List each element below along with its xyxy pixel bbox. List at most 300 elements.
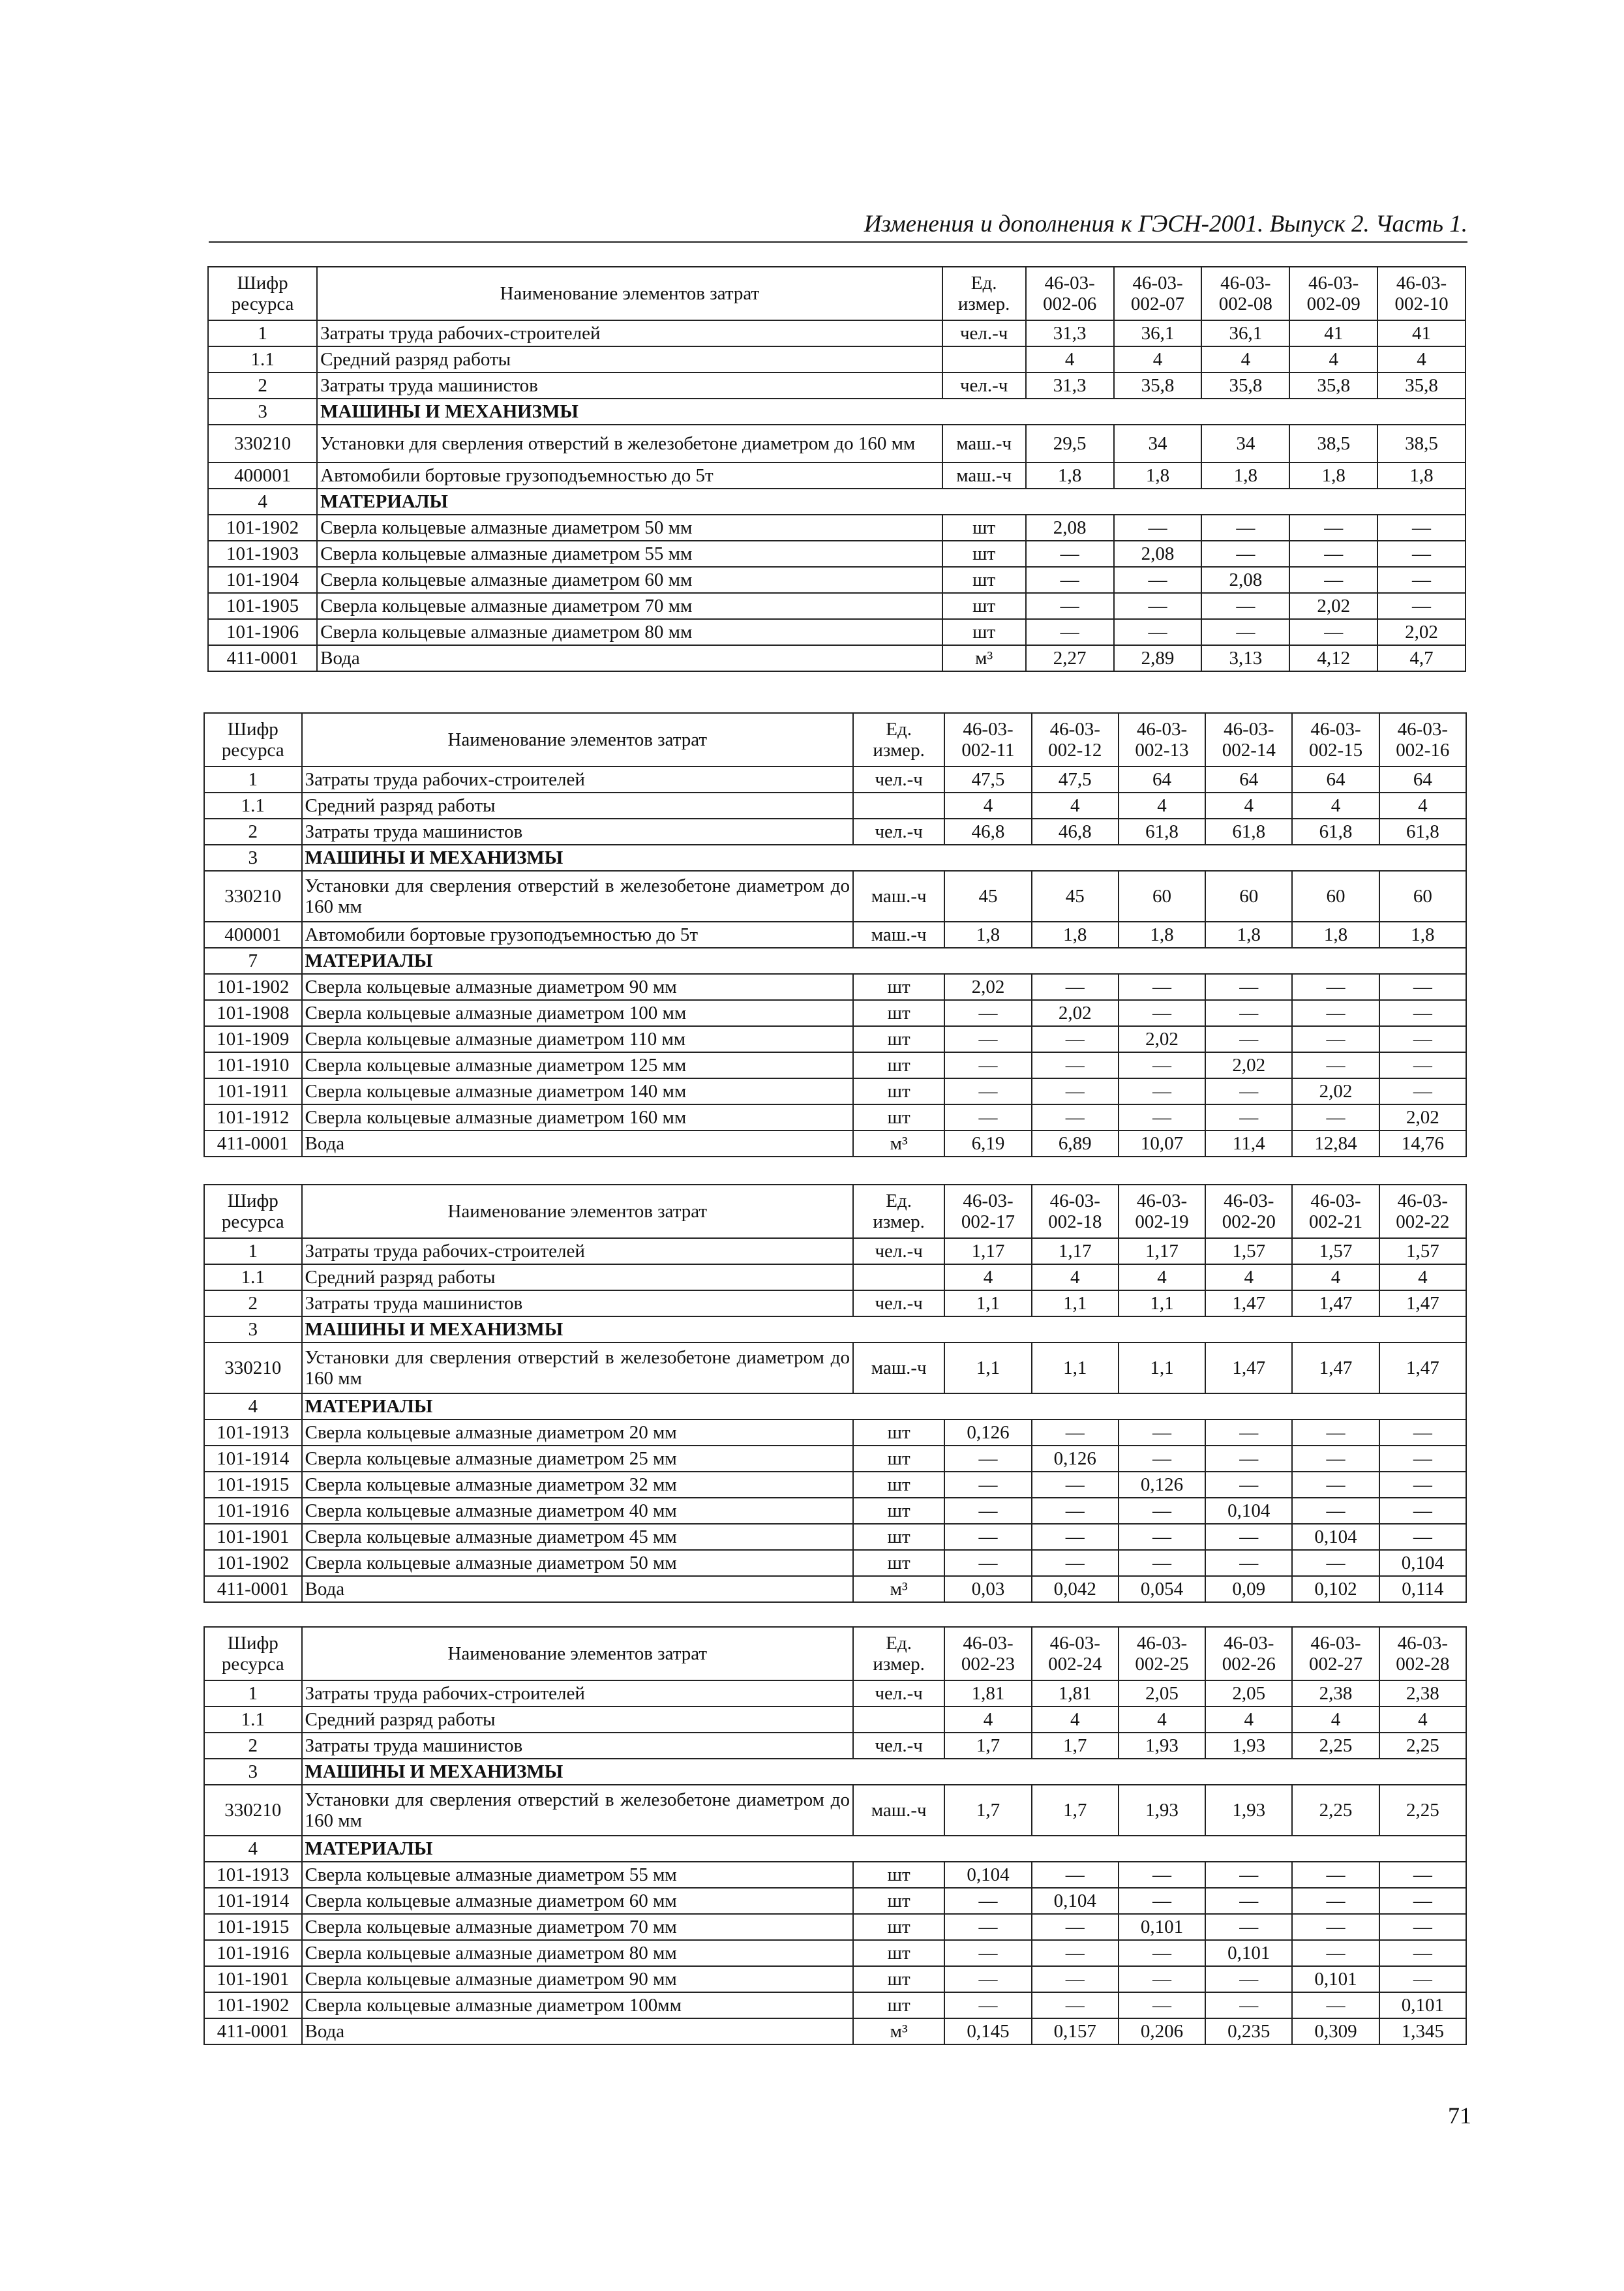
section-title-cell: МАШИНЫ И МЕХАНИЗМЫ <box>302 1759 1466 1785</box>
value-cell: — <box>1292 1026 1379 1052</box>
value-cell: 64 <box>1205 766 1292 793</box>
value-cell: — <box>1292 1888 1379 1914</box>
value-cell: 64 <box>1119 766 1205 793</box>
value-cell: 14,76 <box>1379 1130 1466 1157</box>
value-cell: — <box>944 1026 1031 1052</box>
value-cell: 1,93 <box>1205 1733 1292 1759</box>
cost-element-name-cell: Сверла кольцевые алмазные диаметром 90 мм <box>302 1966 853 1992</box>
cost-element-name-cell: Сверла кольцевые алмазные диаметром 50 мм <box>317 515 942 541</box>
header-norm-line: 46-03- <box>963 718 1014 740</box>
value-cell: — <box>1119 1104 1205 1130</box>
header-unit-cell <box>853 1627 944 1680</box>
unit-cell: шт <box>942 541 1026 567</box>
value-cell: 34 <box>1114 425 1202 463</box>
value-cell: 2,38 <box>1292 1680 1379 1707</box>
table-row <box>204 1078 1466 1104</box>
header-norm-line: 46-03- <box>1132 272 1183 294</box>
value-cell: — <box>1292 1862 1379 1888</box>
cost-element-name-cell: Установки для сверления отверстий в железобетоне диаметром до 160 мм <box>302 1343 853 1393</box>
value-cell: 1,81 <box>944 1680 1031 1707</box>
value-cell: 60 <box>1379 871 1466 922</box>
resource-code-cell: 101-1902 <box>204 974 302 1000</box>
value-cell: 41 <box>1377 320 1466 346</box>
value-cell: 1,7 <box>1032 1785 1119 1836</box>
table-row <box>204 1290 1466 1316</box>
value-cell: 1,8 <box>1201 463 1289 489</box>
value-cell: 1,8 <box>1292 922 1379 948</box>
value-cell: — <box>1205 1992 1292 2018</box>
value-cell: — <box>1377 541 1466 567</box>
value-cell: 60 <box>1205 871 1292 922</box>
value-cell: — <box>1032 1524 1119 1550</box>
resource-code-cell: 411-0001 <box>208 645 317 671</box>
cost-element-name-cell: Сверла кольцевые алмазные диаметром 55 мм <box>302 1862 853 1888</box>
value-cell: 2,27 <box>1026 645 1114 671</box>
table-row <box>208 515 1466 541</box>
value-cell: — <box>1379 1052 1466 1078</box>
value-cell: — <box>944 1914 1031 1940</box>
value-cell: — <box>1032 974 1119 1000</box>
value-cell: 1,8 <box>1289 463 1377 489</box>
unit-cell <box>853 1264 944 1290</box>
value-cell: 1,57 <box>1379 1238 1466 1264</box>
resource-code-cell: 330210 <box>208 425 317 463</box>
table-row <box>204 1576 1466 1602</box>
value-cell: 2,05 <box>1205 1680 1292 1707</box>
table-row <box>208 463 1466 489</box>
value-cell: 0,104 <box>944 1862 1031 1888</box>
value-cell: — <box>1379 1524 1466 1550</box>
value-cell: 1,8 <box>1205 922 1292 948</box>
value-cell: — <box>944 1078 1031 1104</box>
table-row <box>204 1550 1466 1576</box>
value-cell: — <box>1379 1026 1466 1052</box>
value-cell: 4 <box>1379 1264 1466 1290</box>
value-cell: — <box>1205 1104 1292 1130</box>
value-cell: — <box>1119 1966 1205 1992</box>
section-row <box>204 1836 1466 1862</box>
value-cell: — <box>1205 1888 1292 1914</box>
value-cell: 4 <box>1114 346 1202 372</box>
value-cell: 35,8 <box>1289 372 1377 399</box>
header-norm-line: 002-08 <box>1218 294 1272 314</box>
value-cell: — <box>1379 1940 1466 1966</box>
resource-code-cell: 101-1915 <box>204 1472 302 1498</box>
header-code-line: Шифр <box>227 1190 278 1211</box>
header-code-cell <box>204 1185 302 1238</box>
value-cell: 0,126 <box>1119 1472 1205 1498</box>
value-cell: — <box>1032 1419 1119 1446</box>
resource-code-cell: 2 <box>204 1733 302 1759</box>
cost-element-name-cell: Вода <box>302 1130 853 1157</box>
table-row <box>204 974 1466 1000</box>
resource-code-cell: 1 <box>204 1238 302 1264</box>
unit-cell <box>942 346 1026 372</box>
value-cell: 47,5 <box>944 766 1031 793</box>
unit-cell: шт <box>853 1498 944 1524</box>
value-cell: — <box>1119 1862 1205 1888</box>
value-cell: 4 <box>944 1264 1031 1290</box>
header-norm-line: 002-13 <box>1135 740 1189 761</box>
value-cell: — <box>1205 1524 1292 1550</box>
cost-element-name-cell: Затраты труда рабочих-строителей <box>317 320 942 346</box>
table-row <box>204 1498 1466 1524</box>
header-norm-line: 002-17 <box>961 1211 1015 1232</box>
value-cell: — <box>944 1000 1031 1026</box>
header-code-cell <box>204 1627 302 1680</box>
value-cell: 1,17 <box>1032 1238 1119 1264</box>
header-norm-line: 46-03- <box>1224 1632 1274 1654</box>
resource-code-cell: 101-1909 <box>204 1026 302 1052</box>
value-cell: 0,104 <box>1379 1550 1466 1576</box>
cost-element-name-cell: Затраты труда рабочих-строителей <box>302 766 853 793</box>
value-cell: 4 <box>1201 346 1289 372</box>
value-cell: 1,1 <box>1119 1343 1205 1393</box>
cost-element-name-cell: Сверла кольцевые алмазные диаметром 100 мм <box>302 1000 853 1026</box>
value-cell: — <box>1289 619 1377 645</box>
table-row <box>204 1862 1466 1888</box>
table-row <box>208 567 1466 593</box>
section-row <box>204 948 1466 974</box>
value-cell: — <box>1032 1966 1119 1992</box>
resource-code-cell: 101-1914 <box>204 1888 302 1914</box>
resource-code-cell: 1 <box>208 320 317 346</box>
table-row <box>208 320 1466 346</box>
value-cell: — <box>1032 1104 1119 1130</box>
cost-element-name-cell: Средний разряд работы <box>302 793 853 819</box>
value-cell: 0,126 <box>1032 1446 1119 1472</box>
resource-code-cell: 1.1 <box>208 346 317 372</box>
value-cell: — <box>1201 619 1289 645</box>
value-cell: — <box>1292 1052 1379 1078</box>
value-cell: — <box>944 1550 1031 1576</box>
header-norm-line: 46-03- <box>1044 272 1095 294</box>
header-norm-line: 002-10 <box>1394 294 1449 314</box>
value-cell: — <box>1379 1000 1466 1026</box>
header-name-cell: Наименование элементов затрат <box>317 267 942 320</box>
header-norm-line: 002-14 <box>1222 740 1276 761</box>
value-cell: 1,47 <box>1292 1343 1379 1393</box>
table-row <box>204 1052 1466 1078</box>
value-cell: 12,84 <box>1292 1130 1379 1157</box>
value-cell: 35,8 <box>1201 372 1289 399</box>
value-cell: 0,104 <box>1032 1888 1119 1914</box>
header-unit-line: Ед. <box>886 718 912 740</box>
value-cell: 1,47 <box>1379 1290 1466 1316</box>
unit-cell: шт <box>853 1888 944 1914</box>
table-row <box>204 1888 1466 1914</box>
section-title-cell: МАТЕРИАЛЫ <box>302 1836 1466 1862</box>
value-cell: 1,1 <box>944 1290 1031 1316</box>
header-norm-code-cell <box>1205 1627 1292 1680</box>
value-cell: 41 <box>1289 320 1377 346</box>
value-cell: 47,5 <box>1032 766 1119 793</box>
unit-cell: маш.-ч <box>853 922 944 948</box>
value-cell: — <box>1032 1498 1119 1524</box>
value-cell: 0,104 <box>1205 1498 1292 1524</box>
value-cell: 0,101 <box>1205 1940 1292 1966</box>
unit-cell: шт <box>853 1472 944 1498</box>
resource-code-cell: 330210 <box>204 1343 302 1393</box>
table-row <box>208 619 1466 645</box>
header-norm-line: 002-25 <box>1135 1654 1189 1675</box>
header-norm-line: 46-03- <box>1136 1632 1188 1654</box>
header-code-line: ресурса <box>221 1211 284 1232</box>
cost-element-name-cell: Сверла кольцевые алмазные диаметром 20 мм <box>302 1419 853 1446</box>
cost-element-name-cell: Сверла кольцевые алмазные диаметром 32 мм <box>302 1472 853 1498</box>
header-norm-code-cell <box>1201 267 1289 320</box>
value-cell: — <box>1114 567 1202 593</box>
resource-code-cell: 411-0001 <box>204 1576 302 1602</box>
value-cell: 2,25 <box>1292 1785 1379 1836</box>
header-code-line: ресурса <box>221 1654 284 1675</box>
unit-cell: шт <box>942 515 1026 541</box>
cost-element-name-cell: Сверла кольцевые алмазные диаметром 40 мм <box>302 1498 853 1524</box>
header-name-cell: Наименование элементов затрат <box>302 713 853 766</box>
header-unit-line: Ед. <box>970 272 997 294</box>
header-norm-line: 46-03- <box>1397 1632 1448 1654</box>
table-row <box>208 593 1466 619</box>
header-unit-cell <box>942 267 1026 320</box>
value-cell: 1,47 <box>1205 1290 1292 1316</box>
unit-cell: шт <box>853 1992 944 2018</box>
table-row <box>204 1104 1466 1130</box>
table-row <box>204 1966 1466 1992</box>
value-cell: — <box>1379 1966 1466 1992</box>
resource-code-cell: 4 <box>208 489 317 515</box>
value-cell: — <box>1292 1104 1379 1130</box>
unit-cell: шт <box>853 1966 944 1992</box>
cost-element-name-cell: Затраты труда машинистов <box>302 1733 853 1759</box>
header-norm-line: 002-27 <box>1308 1654 1363 1675</box>
value-cell: — <box>1119 1498 1205 1524</box>
value-cell: 4 <box>944 1707 1031 1733</box>
value-cell: — <box>1119 1992 1205 2018</box>
table-row <box>204 819 1466 845</box>
value-cell: — <box>1119 1524 1205 1550</box>
resource-code-cell: 101-1901 <box>204 1966 302 1992</box>
value-cell: — <box>1292 1550 1379 1576</box>
header-norm-code-cell <box>944 1627 1031 1680</box>
value-cell: — <box>1292 1446 1379 1472</box>
resource-code-cell: 101-1906 <box>208 619 317 645</box>
value-cell: — <box>1379 1862 1466 1888</box>
value-cell: 3,13 <box>1201 645 1289 671</box>
header-norm-line: 46-03- <box>963 1190 1014 1211</box>
resource-code-cell: 3 <box>204 845 302 871</box>
header-norm-line: 002-11 <box>961 740 1015 761</box>
header-norm-line: 46-03- <box>1049 1632 1100 1654</box>
cost-element-name-cell: Средний разряд работы <box>302 1264 853 1290</box>
value-cell: 4 <box>944 793 1031 819</box>
value-cell: — <box>1205 1419 1292 1446</box>
value-cell: 61,8 <box>1119 819 1205 845</box>
value-cell: — <box>1119 974 1205 1000</box>
section-title-cell: МАТЕРИАЛЫ <box>302 948 1466 974</box>
value-cell: — <box>1119 1419 1205 1446</box>
table-row <box>204 1707 1466 1733</box>
header-norm-code-cell <box>944 1185 1031 1238</box>
header-norm-line: 002-12 <box>1048 740 1102 761</box>
value-cell: — <box>944 1992 1031 2018</box>
value-cell: 2,02 <box>1292 1078 1379 1104</box>
value-cell: — <box>1032 1052 1119 1078</box>
value-cell: 2,08 <box>1026 515 1114 541</box>
value-cell: 6,19 <box>944 1130 1031 1157</box>
value-cell: — <box>1379 1498 1466 1524</box>
header-code-line: Шифр <box>237 272 288 294</box>
value-cell: — <box>1119 1000 1205 1026</box>
resource-code-cell: 101-1908 <box>204 1000 302 1026</box>
unit-cell: чел.-ч <box>942 372 1026 399</box>
value-cell: 61,8 <box>1292 819 1379 845</box>
resource-code-cell: 3 <box>208 399 317 425</box>
resource-code-cell: 101-1911 <box>204 1078 302 1104</box>
cost-element-name-cell: Сверла кольцевые алмазные диаметром 60 мм <box>302 1888 853 1914</box>
header-norm-code-cell <box>1379 713 1466 766</box>
cost-element-name-cell: Сверла кольцевые алмазные диаметром 45 мм <box>302 1524 853 1550</box>
unit-cell: м³ <box>853 1576 944 1602</box>
cost-element-name-cell: Затраты труда машинистов <box>302 819 853 845</box>
value-cell: — <box>1026 593 1114 619</box>
header-norm-line: 002-23 <box>961 1654 1015 1675</box>
cost-element-name-cell: Вода <box>317 645 942 671</box>
table-row <box>208 645 1466 671</box>
unit-cell: чел.-ч <box>853 1733 944 1759</box>
cost-element-name-cell: Сверла кольцевые алмазные диаметром 60 мм <box>317 567 942 593</box>
unit-cell: шт <box>942 619 1026 645</box>
value-cell: — <box>1205 1550 1292 1576</box>
value-cell: 4 <box>1032 1264 1119 1290</box>
section-row <box>204 1759 1466 1785</box>
unit-cell: чел.-ч <box>853 766 944 793</box>
section-title-cell: МАШИНЫ И МЕХАНИЗМЫ <box>302 845 1466 871</box>
resource-code-cell: 3 <box>204 1316 302 1343</box>
value-cell: 31,3 <box>1026 372 1114 399</box>
value-cell: 1,93 <box>1205 1785 1292 1836</box>
value-cell: 0,101 <box>1119 1914 1205 1940</box>
table-row <box>204 1733 1466 1759</box>
value-cell: 45 <box>944 871 1031 922</box>
value-cell: 1,57 <box>1205 1238 1292 1264</box>
section-title-cell: МАТЕРИАЛЫ <box>317 489 1466 515</box>
value-cell: — <box>1205 1966 1292 1992</box>
table-row <box>204 1914 1466 1940</box>
value-cell: 2,25 <box>1379 1733 1466 1759</box>
unit-cell: шт <box>942 567 1026 593</box>
value-cell: 4 <box>1292 1707 1379 1733</box>
value-cell: — <box>1377 567 1466 593</box>
cost-element-name-cell: Сверла кольцевые алмазные диаметром 90 мм <box>302 974 853 1000</box>
value-cell: 0,09 <box>1205 1576 1292 1602</box>
value-cell: 0,042 <box>1032 1576 1119 1602</box>
unit-cell: чел.-ч <box>853 1238 944 1264</box>
value-cell: 2,89 <box>1114 645 1202 671</box>
table-row <box>204 793 1466 819</box>
value-cell: 4 <box>1032 793 1119 819</box>
cost-element-name-cell: Затраты труда машинистов <box>317 372 942 399</box>
value-cell: — <box>1032 1078 1119 1104</box>
value-cell: 1,17 <box>1119 1238 1205 1264</box>
header-code-line: ресурса <box>231 294 294 314</box>
table-header-row <box>204 1185 1466 1238</box>
value-cell: 11,4 <box>1205 1130 1292 1157</box>
header-norm-code-cell <box>1292 1185 1379 1238</box>
header-norm-code-cell <box>1289 267 1377 320</box>
value-cell: — <box>1377 593 1466 619</box>
resource-code-cell: 101-1902 <box>204 1550 302 1576</box>
value-cell: — <box>1032 1026 1119 1052</box>
value-cell: 0,126 <box>944 1419 1031 1446</box>
header-norm-line: 46-03- <box>1397 718 1448 740</box>
unit-cell: шт <box>853 1078 944 1104</box>
table-row <box>204 871 1466 922</box>
header-code-line: Шифр <box>227 718 278 740</box>
header-norm-line: 46-03- <box>1136 718 1188 740</box>
header-norm-line: 002-07 <box>1130 294 1185 314</box>
value-cell: 4 <box>1119 1264 1205 1290</box>
resource-code-cell: 4 <box>204 1393 302 1419</box>
header-norm-line: 002-21 <box>1308 1211 1363 1232</box>
header-norm-code-cell <box>1292 713 1379 766</box>
resource-code-cell: 101-1902 <box>208 515 317 541</box>
unit-cell <box>853 1707 944 1733</box>
resource-code-cell: 101-1913 <box>204 1862 302 1888</box>
value-cell: 0,145 <box>944 2018 1031 2044</box>
value-cell: 1,17 <box>944 1238 1031 1264</box>
value-cell: 4,12 <box>1289 645 1377 671</box>
resource-code-cell: 101-1914 <box>204 1446 302 1472</box>
resource-code-cell: 101-1910 <box>204 1052 302 1078</box>
resource-code-cell: 1.1 <box>204 1707 302 1733</box>
value-cell: 0,101 <box>1379 1992 1466 2018</box>
value-cell: — <box>1292 1472 1379 1498</box>
resource-code-cell: 400001 <box>204 922 302 948</box>
value-cell: — <box>1205 974 1292 1000</box>
value-cell: — <box>1114 593 1202 619</box>
cost-element-name-cell: Сверла кольцевые алмазные диаметром 80 мм <box>302 1940 853 1966</box>
value-cell: — <box>1032 1472 1119 1498</box>
header-norm-code-cell <box>1032 713 1119 766</box>
value-cell: 6,89 <box>1032 1130 1119 1157</box>
value-cell: 4 <box>1205 1707 1292 1733</box>
value-cell: — <box>1379 1078 1466 1104</box>
header-norm-line: 002-15 <box>1308 740 1363 761</box>
value-cell: 1,7 <box>944 1733 1031 1759</box>
value-cell: 64 <box>1379 766 1466 793</box>
value-cell: 2,02 <box>1119 1026 1205 1052</box>
cost-element-name-cell: Установки для сверления отверстий в железобетоне диаметром до 160 мм <box>302 871 853 922</box>
header-norm-code-cell <box>1114 267 1202 320</box>
resource-code-cell: 101-1902 <box>204 1992 302 2018</box>
unit-cell: шт <box>853 1914 944 1940</box>
value-cell: — <box>944 1498 1031 1524</box>
resource-code-cell: 3 <box>204 1759 302 1785</box>
header-norm-code-cell <box>1205 713 1292 766</box>
header-norm-line: 46-03- <box>1049 1190 1100 1211</box>
value-cell: 4,7 <box>1377 645 1466 671</box>
header-norm-code-cell <box>1205 1185 1292 1238</box>
resource-code-cell: 1 <box>204 1680 302 1707</box>
value-cell: — <box>1032 1940 1119 1966</box>
value-cell: — <box>1201 593 1289 619</box>
cost-element-name-cell: Автомобили бортовые грузоподъемностью до 5т <box>317 463 942 489</box>
value-cell: — <box>1292 1940 1379 1966</box>
unit-cell: чел.-ч <box>853 819 944 845</box>
value-cell: 0,101 <box>1292 1966 1379 1992</box>
header-norm-code-cell <box>1026 267 1114 320</box>
value-cell: 1,7 <box>1032 1733 1119 1759</box>
